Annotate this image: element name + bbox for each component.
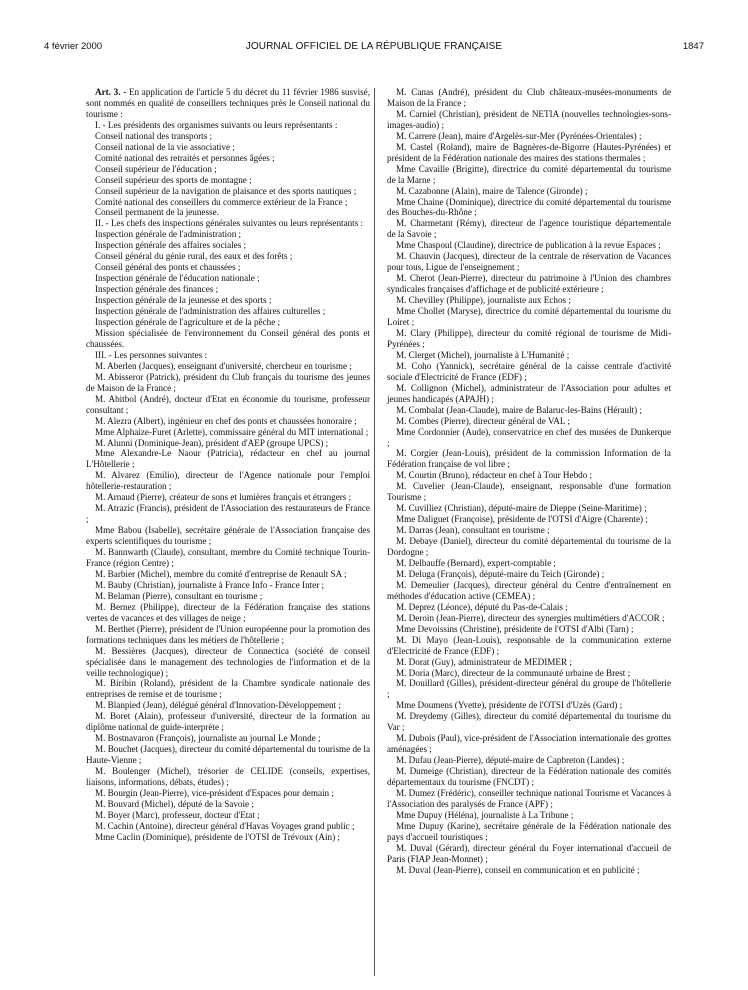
paragraph-text: M. Castel (Roland), maire de Bagnères-de-Bigorre (Hautes-Pyrénées) et président de la Fédération nationale des maires des stations thermales ; — [387, 141, 671, 163]
paragraph-text: M. Combalat (Jean-Claude), maire de Balaruc-les-Bains (Hérault) ; — [396, 404, 643, 415]
right-paragraph — [387, 186, 671, 197]
left-paragraph — [86, 229, 370, 240]
right-paragraph — [387, 558, 671, 569]
left-paragraph — [86, 733, 370, 744]
right-paragraph — [387, 350, 671, 361]
paragraph-text: M. Cazabonne (Alain), maire de Talence (Gironde) ; — [396, 185, 588, 196]
paragraph-text: M. Bernez (Philippe), directeur de la Fédération française des stations vertes de vacances et des villages de neige ; — [86, 601, 370, 623]
left-paragraph — [86, 591, 370, 602]
paragraph-text: Conseil général des ponts et chaussées ; — [95, 262, 241, 273]
paragraph-text: Mme Chaspoul (Claudine), directrice de publication à la revue Espaces ; — [396, 240, 661, 251]
paragraph-text: M. Barbier (Michel), membre du comité d'entreprise de Renault SA ; — [95, 568, 347, 579]
left-paragraph — [86, 164, 370, 175]
left-paragraph — [86, 799, 370, 810]
paragraph-text: M. Bannwarth (Claude), consultant, membre du Comité technique Tourin-France (région Centre) ; — [86, 547, 370, 568]
paragraph-text: Mme Dupuy (Karine), secrétaire générale de la Fédération nationale des pays d'accueil touristiques ; — [387, 820, 671, 842]
right-paragraph — [387, 448, 671, 470]
paragraph-text: Mme Chaine (Dominique), directrice du comité départemental du tourisme des Bouches-du-Rhône ; — [387, 196, 671, 218]
left-paragraph — [86, 810, 370, 821]
paragraph-text: M. Canas (André), président du Club châteaux-musées-monuments de Maison de la France ; — [387, 87, 671, 108]
paragraph-text: Mme Doumens (Yvette), présidente de l'OTSI d'Uzès (Gard) ; — [396, 700, 623, 711]
right-paragraph — [387, 843, 671, 865]
paragraph-text: Conseil supérieur des sports de montagne ; — [95, 174, 252, 185]
paragraph-text: M. Bessières (Jacques), directeur de Connectica (société de conseil spécialisée dans le management des technologies de l'information et de la veille technologique) ; — [86, 645, 370, 678]
left-paragraph — [86, 624, 370, 646]
paragraph-text: M. Cuvilliez (Christian), député-maire de Dieppe (Seine-Maritime) ; — [396, 503, 647, 514]
paragraph-text: M. Boret (Alain), professeur d'université, directeur de la formation au diplôme national de guide-interprète ; — [86, 711, 370, 733]
paragraph-text: M. Aberlen (Jacques), enseignant d'université, chercheur en tourisme ; — [95, 360, 352, 371]
right-paragraph — [387, 755, 671, 766]
left-paragraph — [86, 503, 370, 525]
right-paragraph — [387, 668, 671, 679]
right-paragraph — [387, 766, 671, 788]
left-column — [86, 87, 370, 843]
left-paragraph — [86, 700, 370, 711]
left-paragraph — [86, 821, 370, 832]
right-paragraph — [387, 657, 671, 668]
paragraph-text: Conseil supérieur de la navigation de plaisance et des sports nautiques ; — [95, 185, 357, 196]
paragraph-text: M. Carrere (Jean), maire d'Argelès-sur-Mer (Pyrénées-Orientales) ; — [396, 130, 642, 141]
page-number: 1847 — [682, 41, 704, 52]
right-paragraph — [387, 580, 671, 602]
right-paragraph — [387, 383, 671, 405]
paragraph-text: M. Dorat (Guy), administrateur de MEDIMER ; — [396, 656, 572, 667]
paragraph-text: M. Deluga (François), député-maire du Teich (Gironde) ; — [396, 568, 605, 579]
paragraph-text: M. Abisseror (Patrick), président du Club français du tourisme des jeunes de Maison de la France ; — [86, 371, 370, 393]
paragraph-text: Inspection générale des affaires sociales ; — [95, 240, 247, 251]
paragraph-text: Mme Cordonnier (Aude), conservatrice en chef des musées de Dunkerque ; — [387, 426, 671, 448]
left-paragraph — [86, 832, 370, 843]
left-paragraph — [86, 744, 370, 766]
paragraph-text: M. Boyer (Marc), professeur, docteur d'Etat ; — [95, 809, 260, 820]
paragraph-text: M. Dubois (Paul), vice-président de l'Association internationale des grottes aménagées ; — [387, 733, 671, 755]
right-paragraph — [387, 602, 671, 613]
right-paragraph — [387, 240, 671, 251]
left-paragraph — [86, 547, 370, 569]
paragraph-text: M. Deprez (Léonce), député du Pas-de-Calais ; — [396, 601, 568, 612]
paragraph-text: En application de l'article 5 du décret du 11 février 1986 susvisé, sont nommés en qualité de conseillers techniques près le Conseil national du tourisme : — [86, 87, 371, 119]
paragraph-text: Inspection générale de l'agriculture et de la pêche ; — [95, 317, 281, 328]
left-paragraph — [86, 372, 370, 394]
right-paragraph — [387, 427, 671, 449]
left-paragraph — [86, 328, 370, 350]
paragraph-text: Mme Caclin (Dominique), présidente de l'OTSI de Trévoux (Ain) ; — [95, 831, 340, 842]
left-paragraph — [86, 87, 370, 120]
left-paragraph — [86, 142, 370, 153]
paragraph-text: M. Bauby (Christian), journaliste à France Info - France Inter ; — [95, 579, 325, 590]
paragraph-text: Conseil permanent de la jeunesse. — [95, 207, 219, 218]
paragraph-text: M. Combes (Pierre), directeur général de VAL ; — [396, 415, 570, 426]
paragraph-text: M. Berthet (Pierre), président de l'Union européenne pour la promotion des formations techniques dans les métiers de l'hôtellerie ; — [86, 623, 370, 645]
right-paragraph — [387, 613, 671, 624]
left-paragraph — [86, 306, 370, 317]
paragraph-text: M. Charmetant (Rémy), directeur de l'agence touristique départementale de la Savoie ; — [387, 218, 671, 240]
paragraph-text: M. Alezra (Albert), ingénieur en chef des ponts et chaussées honoraire ; — [95, 415, 357, 426]
paragraph-text: M. Blanpied (Jean), délégué général d'Innovation-Développement ; — [95, 700, 341, 711]
paragraph-text: M. Clerget (Michel), journaliste à L'Humanité ; — [396, 349, 570, 360]
right-paragraph — [387, 569, 671, 580]
left-paragraph — [86, 273, 370, 284]
paragraph-text: M. Douillard (Gilles), président-directeur général du groupe de l'hôtellerie ; — [387, 678, 671, 700]
page-header — [44, 41, 704, 55]
paragraph-text: M. Abitbol (André), docteur d'Etat en économie du tourisme, professeur consultant ; — [86, 393, 370, 415]
right-paragraph — [387, 514, 671, 525]
paragraph-text: M. Carniel (Christian), président de NETIA (nouvelles technologies-sons-images-audio) ; — [387, 108, 671, 130]
paragraph-text: M. Darras (Jean), consultant en tourisme ; — [396, 525, 550, 536]
left-paragraph — [86, 207, 370, 218]
paragraph-text: M. Cachin (Antoine), directeur général d'Havas Voyages grand public ; — [95, 820, 355, 831]
paragraph-text: M. Biribin (Roland), président de la Chambre syndicale nationale des entreprises de remise et de tourisme ; — [86, 678, 370, 700]
right-paragraph — [387, 525, 671, 536]
left-paragraph — [86, 569, 370, 580]
left-paragraph — [86, 361, 370, 372]
article-lead: Art. 3. - — [95, 87, 127, 97]
right-paragraph — [387, 503, 671, 514]
right-paragraph — [387, 142, 671, 164]
paragraph-text: Comité national des conseillers du commerce extérieur de la France ; — [95, 196, 348, 207]
right-paragraph — [387, 273, 671, 295]
paragraph-text: I. - Les présidents des organismes suivants ou leurs représentants : — [95, 119, 338, 130]
right-paragraph — [387, 624, 671, 635]
right-paragraph — [387, 295, 671, 306]
paragraph-text: M. Duval (Jean-Pierre), conseil en communication et en publicité ; — [396, 864, 640, 875]
left-paragraph — [86, 448, 370, 470]
paragraph-text: M. Collignon (Michel), administrateur de l'Association pour adultes et jeunes handicapés (APAJH) ; — [387, 382, 671, 404]
right-paragraph — [387, 218, 671, 240]
paragraph-text: Inspection générale des finances ; — [95, 284, 219, 295]
paragraph-text: Mme Devoissins (Christine), présidente de l'OTSI d'Albi (Tarn) ; — [396, 623, 634, 634]
right-paragraph — [387, 865, 671, 876]
left-paragraph — [86, 251, 370, 262]
right-column — [387, 87, 671, 876]
paragraph-text: M. Debaye (Daniel), directeur du comité départemental du tourisme de la Dordogne ; — [387, 536, 671, 558]
left-paragraph — [86, 153, 370, 164]
right-paragraph — [387, 416, 671, 427]
right-paragraph — [387, 481, 671, 503]
journal-title: JOURNAL OFFICIEL DE LA RÉPUBLIQUE FRANÇAISE — [245, 41, 503, 52]
right-paragraph — [387, 678, 671, 700]
paragraph-text: M. Atrazic (Francis), président de l'Association des restaurateurs de France ; — [86, 503, 370, 525]
paragraph-text: M. Dumeige (Christian), directeur de la Fédération nationale des comités départementaux du tourisme (FNCDT) ; — [387, 766, 671, 788]
paragraph-text: M. Bostnavaron (François), journaliste au journal Le Monde ; — [95, 733, 321, 744]
paragraph-text: Mme Babou (Isabelle), secrétaire générale de l'Association française des experts scientifiques du tourisme ; — [86, 525, 370, 547]
left-paragraph — [86, 240, 370, 251]
right-paragraph — [387, 109, 671, 131]
paragraph-text: M. Dumez (Frédéric), conseiller technique national Tourisme et Vacances à l'Association des paralysés de France (APF) ; — [387, 788, 671, 809]
right-paragraph — [387, 361, 671, 383]
paragraph-text: M. Deroin (Jean-Pierre), directeur des synergies multimétiers d'ACCOR ; — [396, 612, 665, 623]
right-paragraph — [387, 788, 671, 810]
paragraph-text: M. Doria (Marc), directeur de la communauté urbaine de Brest ; — [396, 667, 631, 678]
paragraph-text: Mission spécialisée de l'environnement du Conseil général des ponts et chaussées. — [86, 327, 370, 349]
left-paragraph — [86, 317, 370, 328]
paragraph-text: M. Arnaud (Pierre), créateur de sons et lumières français et étrangers ; — [95, 492, 352, 503]
right-paragraph — [387, 635, 671, 657]
paragraph-text: M. Bouvard (Michel), député de la Savoie ; — [95, 798, 254, 809]
left-paragraph — [86, 186, 370, 197]
left-paragraph — [86, 678, 370, 700]
right-paragraph — [387, 733, 671, 755]
paragraph-text: M. Bourgin (Jean-Pierre), vice-président d'Espaces pour demain ; — [95, 788, 334, 798]
left-paragraph — [86, 284, 370, 295]
paragraph-text: M. Di Mayo (Jean-Louis), responsable de la communication externe d'Electricité de France (EDF) ; — [387, 634, 671, 656]
paragraph-text: M. Corgier (Jean-Louis), président de la commission Information de la Fédération française de vol libre ; — [387, 448, 671, 470]
paragraph-text: M. Courtin (Bruno), rédacteur en chef à Tour Hebdo ; — [396, 470, 593, 481]
paragraph-text: M. Cuvelier (Jean-Claude), enseignant, responsable d'une formation Tourisme ; — [387, 481, 671, 503]
paragraph-text: M. Alunni (Dominique-Jean), président d'AEP (groupe UPCS) ; — [95, 437, 329, 448]
right-paragraph — [387, 197, 671, 219]
paragraph-text: Mme Chollet (Maryse), directrice du comité départemental du tourisme du Loiret ; — [387, 306, 671, 328]
right-paragraph — [387, 164, 671, 186]
paragraph-text: M. Coho (Yannick), secrétaire général de la caisse centrale d'activité sociale d'Electricité de France (EDF) ; — [387, 360, 671, 382]
paragraph-text: Mme Alexandre-Le Naour (Patricia), rédacteur en chef au journal L'Hôtellerie ; — [86, 448, 370, 470]
paragraph-text: M. Chauvin (Jacques), directeur de la centrale de réservation de Vacances pour tous, Ligue de l'enseignement ; — [387, 251, 671, 273]
paragraph-text: M. Alvarez (Emilio), directeur de l'Agence nationale pour l'emploi hôtellerie-restauration ; — [86, 470, 370, 492]
right-paragraph — [387, 821, 671, 843]
right-paragraph — [387, 306, 671, 328]
paragraph-text: M. Dreydemy (Gilles), directeur du comité départemental du tourisme du Var ; — [387, 711, 671, 733]
paragraph-text: Conseil supérieur de l'éducation ; — [95, 163, 217, 174]
left-paragraph — [86, 525, 370, 547]
paragraph-text: M. Dufau (Jean-Pierre), député-maire de Capbreton (Landes) ; — [396, 755, 625, 766]
paragraph-text: Mme Cavaille (Brigitte), directrice du comité départemental du tourisme de la Marne ; — [387, 163, 671, 185]
left-paragraph — [86, 602, 370, 624]
paragraph-text: Inspection générale de la jeunesse et des sports ; — [95, 295, 272, 306]
paragraph-text: M. Demeulier (Jacques), directeur général du Centre d'entraînement en méthodes d'éducation active (CEMEA) ; — [387, 579, 671, 601]
right-paragraph — [387, 131, 671, 142]
paragraph-text: M. Cherot (Jean-Pierre), directeur du patrimoine à l'Union des chambres syndicales françaises d'affichage et de publicité extérieure ; — [387, 273, 671, 295]
left-paragraph — [86, 218, 370, 229]
paragraph-text: Inspection générale de l'éducation nationale ; — [95, 273, 260, 284]
paragraph-text: Mme Daliguet (Françoise), présidente de l'OTSI d'Aigre (Charente) ; — [396, 514, 648, 525]
left-paragraph — [86, 646, 370, 679]
left-paragraph — [86, 438, 370, 449]
paragraph-text: Comité national des retraités et personnes âgées ; — [95, 152, 275, 163]
left-paragraph — [86, 492, 370, 503]
left-paragraph — [86, 175, 370, 186]
left-paragraph — [86, 416, 370, 427]
right-paragraph — [387, 711, 671, 733]
left-paragraph — [86, 766, 370, 788]
left-paragraph — [86, 350, 370, 361]
paragraph-text: M. Clary (Philippe), directeur du comité régional de tourisme de Midi-Pyrénées ; — [387, 327, 671, 349]
paragraph-text: Conseil national des transports ; — [95, 130, 213, 141]
left-paragraph — [86, 580, 370, 591]
right-paragraph — [387, 536, 671, 558]
left-paragraph — [86, 295, 370, 306]
right-paragraph — [387, 700, 671, 711]
paragraph-text: M. Delbauffe (Bernard), expert-comptable ; — [396, 557, 556, 568]
right-paragraph — [387, 810, 671, 821]
column-divider — [374, 88, 375, 976]
paragraph-text: M. Boulenger (Michel), trésorier de CELIDE (conseils, expertises, liaisons, informations, débats, études) ; — [86, 766, 370, 788]
paragraph-text: II. - Les chefs des inspections générales suivantes ou leurs représentants : — [95, 218, 364, 229]
left-paragraph — [86, 262, 370, 273]
paragraph-text: Inspection générale de l'administration des affaires culturelles ; — [95, 306, 326, 317]
paragraph-text: Mme Dupuy (Héléna), journaliste à La Tribune ; — [396, 809, 574, 820]
paragraph-text: III. - Les personnes suivantes : — [95, 349, 208, 360]
paragraph-text: M. Belaman (Pierre), consultant en tourisme ; — [95, 590, 263, 601]
left-paragraph — [86, 470, 370, 492]
left-paragraph — [86, 394, 370, 416]
paragraph-text: M. Chevilley (Philippe), journaliste aux Echos ; — [396, 295, 571, 306]
left-paragraph — [86, 120, 370, 131]
paragraph-text: Inspection générale de l'administration ; — [95, 229, 242, 240]
paragraph-text: M. Duval (Gérard), directeur général du Foyer international d'accueil de Paris (FIAP Jean-Monnet) ; — [387, 842, 671, 864]
right-paragraph — [387, 470, 671, 481]
right-paragraph — [387, 87, 671, 109]
paragraph-text: Conseil général du génie rural, des eaux et des forêts ; — [95, 251, 293, 262]
right-paragraph — [387, 251, 671, 273]
left-paragraph — [86, 427, 370, 438]
paragraph-text: M. Bouchet (Jacques), directeur du comité départemental du tourisme de la Haute-Vienne ; — [86, 744, 370, 766]
right-paragraph — [387, 405, 671, 416]
right-paragraph — [387, 328, 671, 350]
left-paragraph — [86, 197, 370, 208]
left-paragraph — [86, 788, 370, 799]
paragraph-text: Mme Alphaize-Furet (Arlette), commissaire général du MIT international ; — [95, 426, 369, 437]
left-paragraph — [86, 711, 370, 733]
paragraph-text: Conseil national de la vie associative ; — [95, 141, 235, 152]
publication-date: 4 février 2000 — [44, 41, 103, 52]
left-paragraph — [86, 131, 370, 142]
